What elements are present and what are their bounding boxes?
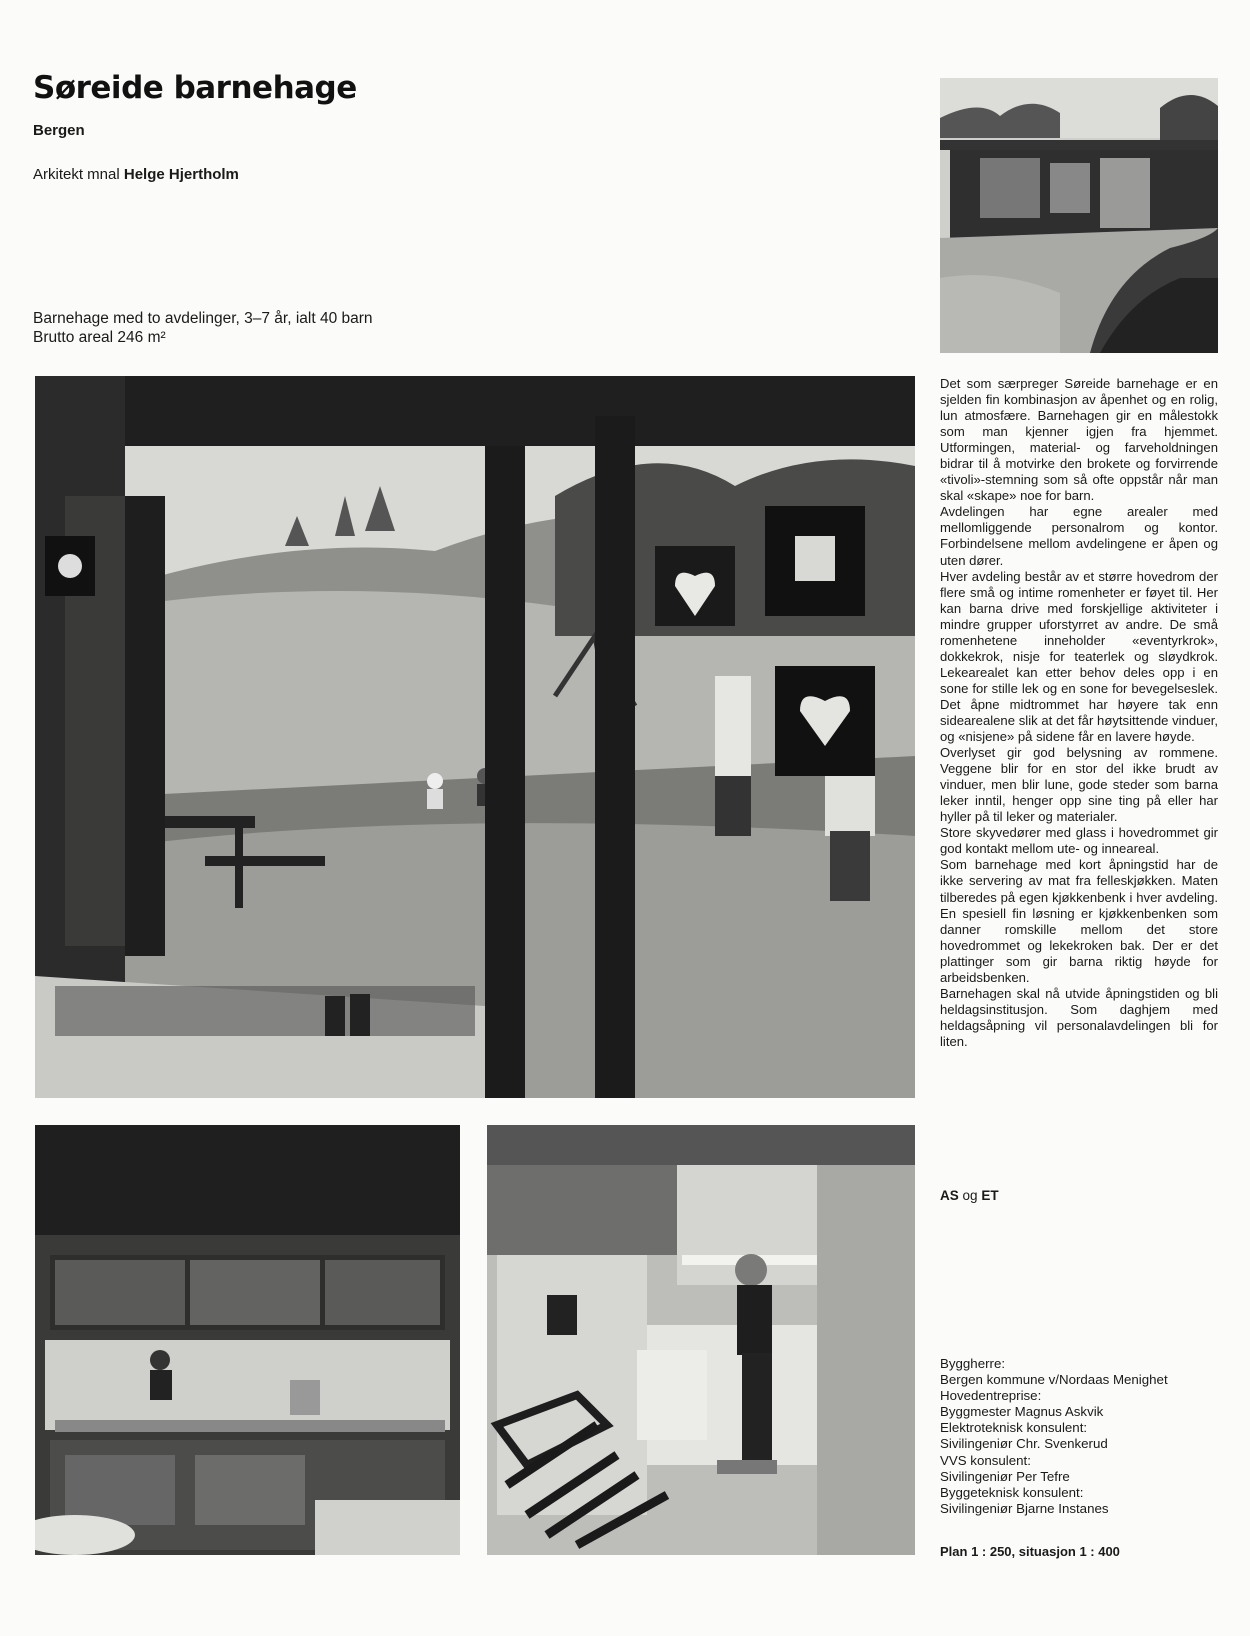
body-paragraph: Avdelingen har egne arealer med mellomliggende personalrom og kontor. Forbindelsene mellom avdelingene er åpen og uten dører.	[940, 504, 1218, 568]
architect-prefix: Arkitekt mnal	[33, 166, 120, 183]
program-line: Brutto areal 246 m²	[33, 329, 166, 346]
body-paragraph: Hver avdeling består av et større hovedrom der flere små og intime romenheter er føyet til. Her kan barna drive med forskjellige aktiviteter i mindre grupper uforstyrret av andre. De små romenhetene inneholder «eventyrkrok», dokkekrok, nisje for teaterlek og sløydkrok. Lekearealet kan etter behov deles opp i en sone for stille lek og en sone for bevegelseslek. Det åpne midtrommet har høyere tak enn sidearealene slik at det får høytsittende vinduer, og «nisjene» på sidene får en lavere høyde.	[940, 568, 1218, 745]
credit-line: Bergen kommune v/Nordaas Menighet	[940, 1372, 1168, 1388]
credit-line: Sivilingeniør Bjarne Instanes	[940, 1500, 1109, 1516]
author-initials: ET	[981, 1188, 999, 1203]
credit-line: Sivilingeniør Chr. Svenkerud	[940, 1436, 1108, 1452]
author-initials: AS	[940, 1188, 959, 1203]
signature-connector: og	[962, 1188, 978, 1203]
article-location: Bergen	[33, 122, 85, 139]
credit-line: Byggmester Magnus Askvik	[940, 1404, 1104, 1420]
credit-line: Byggeteknisk konsulent:	[940, 1484, 1084, 1500]
credit-line: Byggherre:	[940, 1356, 1006, 1371]
playroom-window-photo	[35, 376, 915, 1098]
program-summary	[33, 309, 373, 347]
body-paragraph: Store skyvedører med glass i hovedrommet gir god kontakt mellom ute- og inneareal.	[940, 825, 1218, 857]
credit-line: Sivilingeniør Per Tefre	[940, 1468, 1070, 1484]
body-paragraph: Barnehagen skal nå utvide åpningstiden og bli heldagsinstitusjon. Som daghjem med heldagsåpning vil personalavdelingen bli for liten.	[940, 985, 1218, 1049]
program-line: Barnehage med to avdelinger, 3–7 år, ialt 40 barn	[33, 310, 373, 327]
article-title: Søreide barnehage	[33, 70, 357, 106]
body-paragraph: Overlyset gir god belysning av rommene. Veggene blir for en stor del ikke brudt av vinduer, men blir lune, gode steder som barna leker inntil, henger opp sine ting på eller har hyller på til leker og materialer.	[940, 745, 1218, 825]
body-paragraph: Det som særpreger Søreide barnehage er en sjelden fin kombinasjon av åpenhet og en rolig, lun atmosfære. Barnehagen gir en målestokk som man kjenner igjen fra hjemmet. Utformingen, material- og farveholdningen bidrar til å motvirke den brokete og forvirrende «tivoli»-stemning som så ofte oppstår når man skal «skape» noe for barn.	[940, 376, 1218, 504]
credit-line: Elektroteknisk konsulent:	[940, 1420, 1088, 1436]
author-signature	[940, 1188, 999, 1203]
project-credits	[940, 1356, 1230, 1517]
credit-line: Hovedentreprise:	[940, 1388, 1042, 1404]
architect-credit	[33, 166, 239, 183]
kitchen-bench-photo	[35, 1125, 460, 1555]
play-nook-photo	[487, 1125, 915, 1555]
architect-name: Helge Hjertholm	[123, 166, 239, 183]
body-paragraph: Som barnehage med kort åpningstid har de ikke servering av mat fra felleskjøkken. Maten tilberedes på egen kjøkkenbenk i hver avdeling. En spesiell fin løsning er kjøkkenbenken som danner romskille mellom det store hovedrommet og lekekroken bak. Der er det plattinger som gir barna riktig høyde for arbeidsbenken.	[940, 857, 1218, 985]
plan-scale-note: Plan 1 : 250, situasjon 1 : 400	[940, 1544, 1120, 1559]
article-body	[940, 376, 1218, 1050]
credit-line: VVS konsulent:	[940, 1452, 1031, 1468]
exterior-photo	[940, 78, 1218, 353]
